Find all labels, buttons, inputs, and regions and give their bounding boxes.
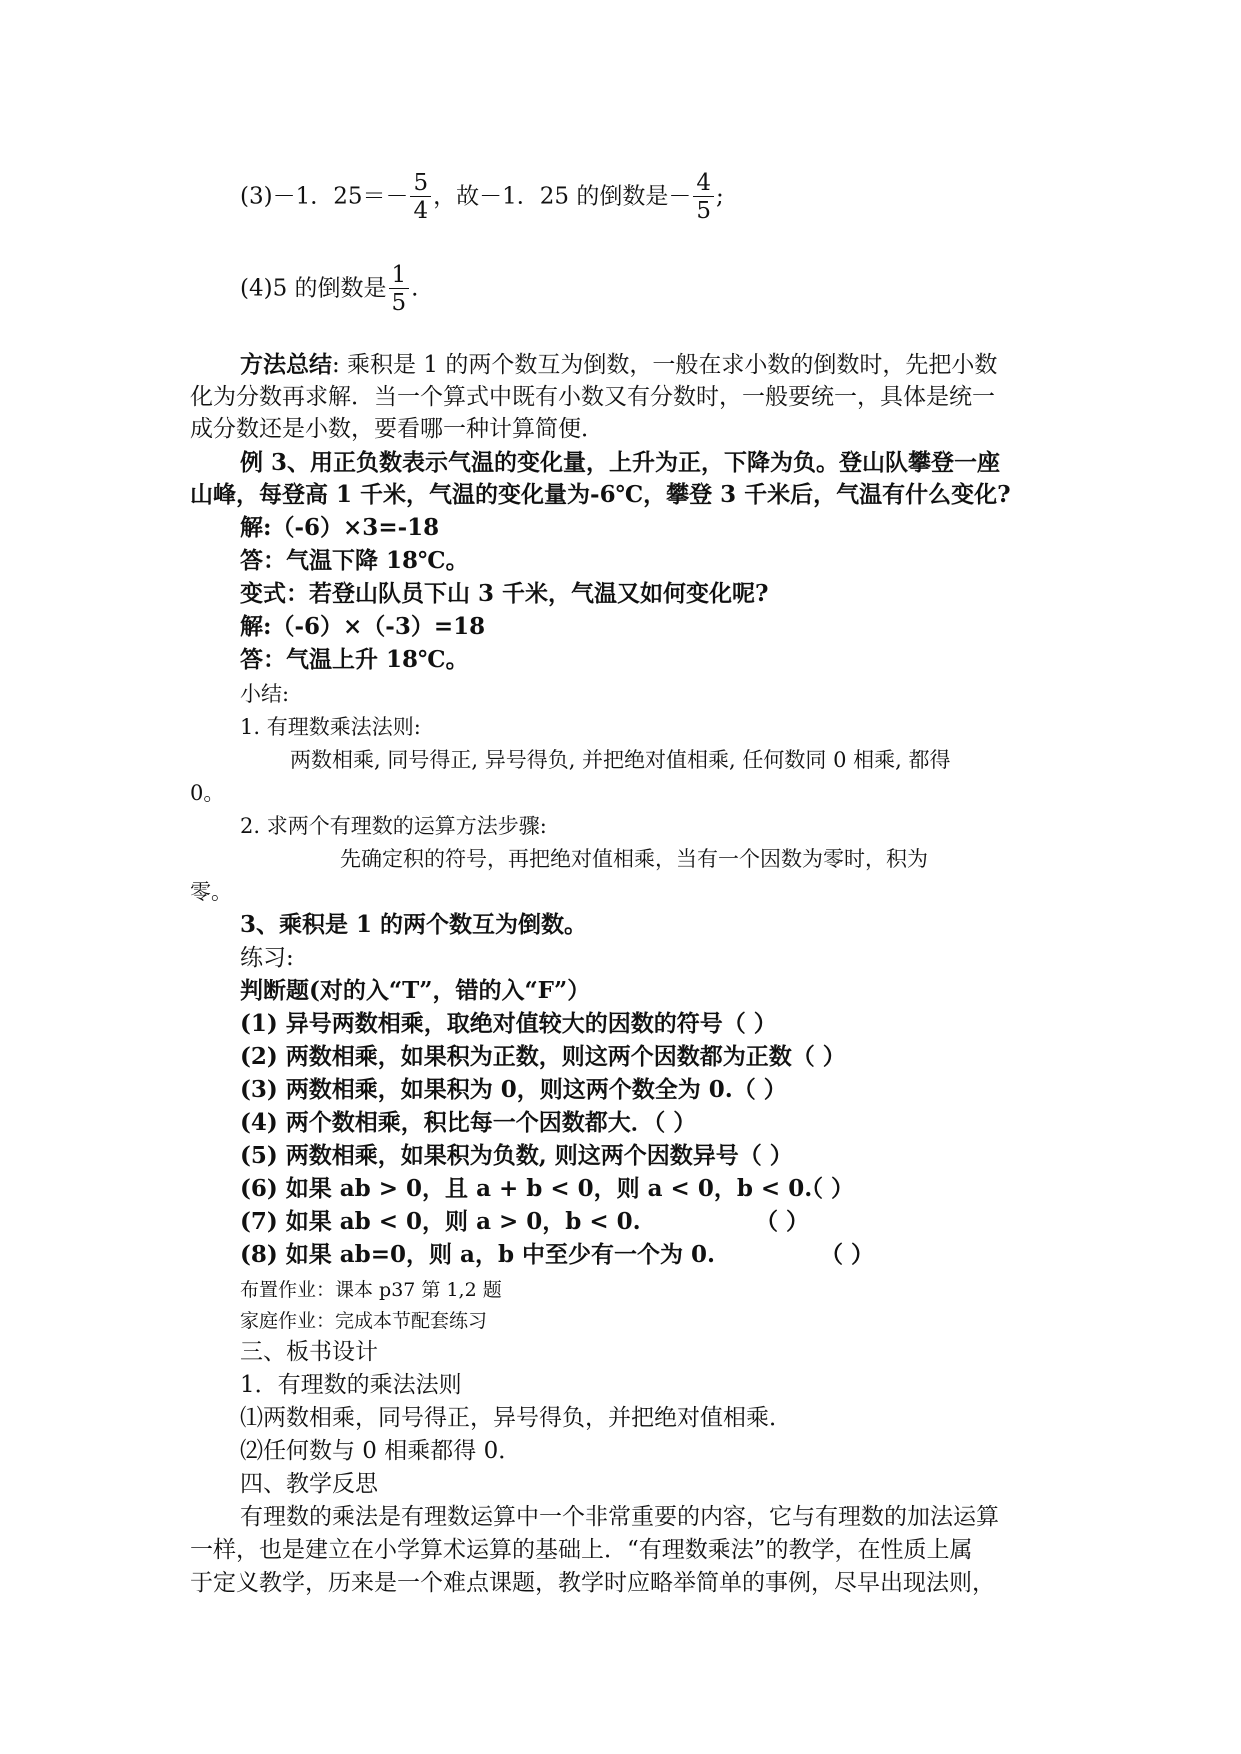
fraction-numerator: 5 bbox=[410, 170, 431, 197]
summary-rule2-title: 2. 求两个有理数的运算方法步骤: bbox=[240, 814, 547, 838]
fraction-denominator: 4 bbox=[413, 198, 429, 224]
fraction-denominator: 5 bbox=[391, 290, 407, 316]
method-summary-line-1 bbox=[240, 350, 997, 380]
fraction-denominator: 5 bbox=[696, 198, 711, 224]
summary-title: 小结: bbox=[240, 682, 290, 706]
practice-title: 练习: bbox=[240, 945, 294, 971]
practice-subtitle: 判断题(对的入“T”，错的入“F”） bbox=[240, 977, 591, 1004]
example3-solution-2: 解:（-6）×（-3）=18 bbox=[240, 613, 486, 640]
practice-item-1: (1) 异号两数相乘，取绝对值较大的因数的符号（ ） bbox=[240, 1010, 777, 1037]
example3-answer-1: 答：气温下降 18℃。 bbox=[240, 547, 469, 574]
summary-rule1-title: 1. 有理数乘法法则: bbox=[240, 715, 421, 739]
summary-rule3: 3、乘积是 1 的两个数互为倒数。 bbox=[240, 911, 588, 938]
board-design-title: 三、板书设计 bbox=[240, 1339, 378, 1365]
practice-item-6-blank: （ ） bbox=[800, 1175, 855, 1202]
summary-rule2-line-2: 零。 bbox=[190, 880, 232, 904]
practice-item-7: (7) 如果 ab < 0，则 a > 0，b < 0. bbox=[240, 1208, 641, 1235]
method-summary-line-2: 化为分数再求解．当一个算式中既有小数又有分数时，一般要统一，具体是统一 bbox=[190, 384, 995, 410]
item3-mid-text: ，故－1．25 的倒数是－ bbox=[433, 183, 692, 210]
item3-text: (3)－1．25＝－ bbox=[240, 183, 409, 210]
practice-item-2: (2) 两数相乘，如果积为正数，则这两个因数都为正数（ ） bbox=[240, 1043, 846, 1070]
example3-line-1: 例 3、用正负数表示气温的变化量，上升为正，下降为负。登山队攀登一座 bbox=[240, 449, 1001, 476]
board-design-heading: 1．有理数的乘法法则 bbox=[240, 1372, 462, 1398]
fraction-numerator: 1 bbox=[389, 262, 410, 289]
practice-item-7-blank: （ ） bbox=[755, 1208, 810, 1235]
example3-answer-2: 答：气温上升 18℃。 bbox=[240, 646, 469, 673]
fraction-1-5 bbox=[389, 262, 410, 317]
homework-assignment: 布置作业：课本 p37 第 1,2 题 bbox=[240, 1279, 502, 1301]
reciprocal-item-3 bbox=[240, 170, 724, 225]
fraction-numerator: 4 bbox=[693, 170, 714, 197]
homework-family: 家庭作业：完成本节配套练习 bbox=[240, 1310, 488, 1332]
practice-item-8: (8) 如果 ab=0，则 a，b 中至少有一个为 0. bbox=[240, 1241, 716, 1268]
example3-variant: 变式：若登山队员下山 3 千米，气温又如何变化呢? bbox=[240, 580, 769, 607]
board-design-rule-1: ⑴两数相乘，同号得正，异号得负，并把绝对值相乘． bbox=[240, 1405, 792, 1431]
method-summary-line-3: 成分数还是小数，要看哪一种计算简便． bbox=[190, 416, 604, 442]
item4-text: (4)5 的倒数是 bbox=[240, 275, 387, 302]
example3-solution-1: 解:（-6）×3=-18 bbox=[240, 514, 440, 541]
fraction-4-5 bbox=[693, 170, 714, 225]
practice-item-5: (5) 两数相乘，如果积为负数, 则这两个因数异号（ ） bbox=[240, 1142, 793, 1169]
example3-line-2: 山峰，每登高 1 千米，气温的变化量为-6℃，攀登 3 千米后，气温有什么变化? bbox=[190, 481, 1011, 508]
method-summary-label: 方法总结 bbox=[240, 351, 332, 378]
summary-rule2-line-1: 先确定积的符号，再把绝对值相乘，当有一个因数为零时，积为 bbox=[340, 847, 928, 871]
summary-rule1-line-2: 0。 bbox=[190, 781, 225, 805]
practice-item-6: (6) 如果 ab > 0，且 a + b < 0，则 a < 0，b < 0. bbox=[240, 1175, 813, 1202]
fraction-5-4 bbox=[410, 170, 431, 225]
item4-end: . bbox=[411, 275, 419, 302]
reflection-line-1: 有理数的乘法是有理数运算中一个非常重要的内容，它与有理数的加法运算 bbox=[240, 1504, 999, 1530]
item3-end: ; bbox=[715, 183, 724, 210]
reflection-line-3: 于定义教学，历来是一个难点课题，教学时应略举简单的事例，尽早出现法则， bbox=[190, 1570, 995, 1596]
practice-item-4: (4) 两个数相乘，积比每一个因数都大．（ ） bbox=[240, 1109, 697, 1136]
practice-item-8-blank: （ ） bbox=[820, 1241, 875, 1268]
reflection-line-2: 一样，也是建立在小学算术运算的基础上．“有理数乘法”的教学，在性质上属 bbox=[190, 1537, 973, 1563]
method-summary-text: : 乘积是 1 的两个数互为倒数，一般在求小数的倒数时，先把小数 bbox=[332, 352, 998, 378]
practice-item-3: (3) 两数相乘，如果积为 0，则这两个数全为 0.（ ） bbox=[240, 1076, 787, 1103]
reciprocal-item-4 bbox=[240, 262, 418, 317]
reflection-title: 四、教学反思 bbox=[240, 1471, 378, 1497]
summary-rule1-line-1: 两数相乘, 同号得正, 异号得负, 并把绝对值相乘, 任何数同 0 相乘, 都得 bbox=[290, 748, 951, 772]
board-design-rule-2: ⑵任何数与 0 相乘都得 0． bbox=[240, 1438, 522, 1464]
